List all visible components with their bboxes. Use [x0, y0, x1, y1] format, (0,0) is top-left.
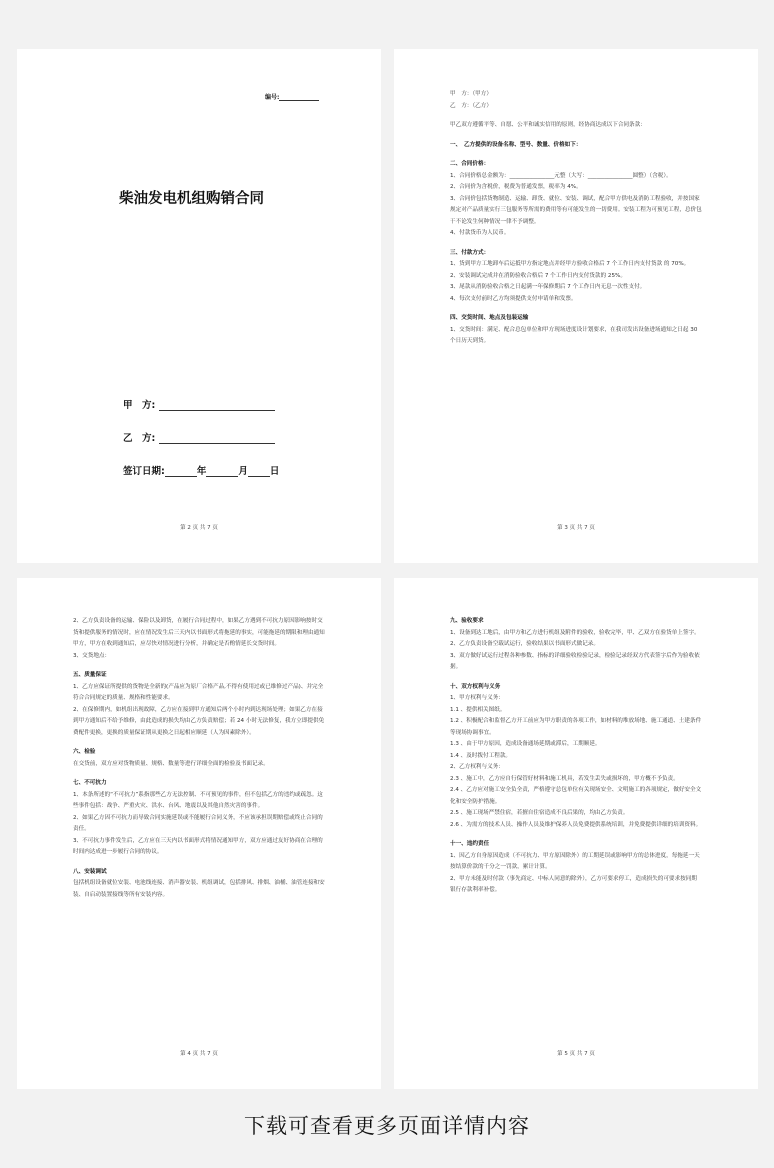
clause-text: 在交货前，双方应对货物质量、规格、数量等进行详细全面的检验及书面记录。: [73, 760, 269, 767]
clause-text: 甲乙双方遵循平等、自愿、公平和诚实信用的原则，经协商达成以下合同条款：: [450, 122, 646, 128]
section-heading: 五、质量保证: [73, 672, 107, 678]
clause-text: 甲 方：（甲方）: [450, 91, 492, 97]
clause-text: 1.2 、积极配合和监督乙方开工前应为甲方职责的各项工作，如材料的堆放场地、施工通道、土建条件等现场协调事宜。: [450, 718, 702, 736]
section-heading: 十一、违约责任: [450, 841, 490, 847]
contract-page-4: [17, 578, 381, 1089]
page-body: [73, 616, 325, 901]
clause-text: 1、合同价格总金额为：________________元整（大写：________________圆整）（含税）。: [450, 172, 672, 179]
month-label: 月: [238, 466, 248, 477]
party-b-label: 乙 方:: [123, 433, 156, 444]
party-a-label: 甲 方:: [123, 400, 156, 411]
clause-text: 3、交货地点：: [73, 652, 111, 659]
section-heading: 六、检验: [73, 749, 96, 755]
section-heading: 三、付款方式：: [450, 249, 490, 256]
page-footer: 第 2 页 共 7 页: [180, 525, 218, 531]
party-a-field: [123, 397, 275, 411]
section-heading: 九、验收要求: [450, 618, 484, 624]
clause-text: 3、合同价包括货物制造、运输、卸货、就位、安装、调试，配合甲方供电及消防工程验收，并按国家规定对产品质量实行三包服务等所需的费用等有可能发生的一切费用。安装工程为可预见工程，总价包干不论发生何种情况一律不予调整。: [450, 195, 702, 225]
clause-text: 2、乙方负责设备空载试运行，验收结果以书面形式做记录。: [450, 641, 599, 647]
section-heading: 一、 乙方提供的设备名称、型号、数量、价格如下：: [450, 141, 582, 148]
contract-cover-page: [17, 49, 381, 563]
clause-text: 4、付款货币为人民币。: [450, 230, 510, 236]
page-footer: 第 3 页 共 7 页: [557, 525, 595, 531]
section-heading: 二、合同价格：: [450, 161, 490, 167]
clause-text: 1.3 、由于甲方原因，造成设备通场延期或滞后，工期顺延。: [450, 741, 601, 747]
contract-page-3: [394, 49, 758, 563]
clause-text: 1.4 、及时拨付工程款。: [450, 752, 512, 759]
clause-text: 2、合同价为含税价，税费为普通发票，税率为 4%。: [450, 184, 582, 190]
clause-text: 1、货到甲方工地卸车后运抵甲方指定地点并经甲方验收合格后 7 个工作日内支付货款 的 70%。: [450, 261, 690, 267]
clause-text: 乙 方：（乙方）: [450, 102, 492, 109]
clause-text: 2、乙方权利与义务：: [450, 764, 504, 770]
year-label: 年: [196, 466, 207, 477]
contract-title: 柴油发电机组购销合同: [119, 191, 264, 207]
section-heading: 八、安装调试: [73, 868, 107, 875]
sign-date-label: 签订日期:: [123, 466, 165, 477]
clause-text: 4、每次支付前时乙方均须提供支付申请单和发票。: [450, 295, 577, 302]
page-footer: 第 4 页 共 7 页: [180, 1051, 218, 1057]
clause-text: 3、双方做好试运行过程各种参数、指标的详细验收检验记录，检验记录经双方代表签字后作为验收依据。: [450, 652, 700, 670]
clause-text: 2、如果乙方因不可抗力而导致合同实施延误或不能履行合同义务，不应该承担误期赔偿或终止合同的责任。: [73, 814, 323, 832]
contract-number-field: [265, 92, 319, 101]
clause-text: 2.4 、乙方应对施工安全负全责，严格遵守总包单位有关现场安全、文明施工的各项规定，做好安全文化和安全防护措施。: [450, 787, 702, 805]
clause-text: 1、乙方应保证所提供的货物是全新的(产品应为原厂合格产品,不得有使用过或已维修过产品)、并完全符合合同规定的质量、规格和性能要求。: [73, 683, 324, 701]
party-b-field: [123, 430, 275, 444]
clause-text: 3、不可抗力事件发生后，乙方应在三天内以书面形式将情况通知甲方，双方应通过友好协商在合理的时间内达成进一步履行合同的协议。: [73, 837, 323, 855]
page-body: [450, 89, 702, 348]
day-label: 日: [269, 466, 280, 477]
contract-number-label: 编号:: [265, 94, 280, 101]
clause-text: 3、尾款从消防验收合格之日起满一年保修期后 7 个工作日内无息一次性支付。: [450, 284, 646, 290]
clause-text: 1、设备到达工地后，由甲方和乙方进行机组及附件的验收，验收完毕，甲、乙双方在验货单上签字。: [450, 629, 700, 636]
download-caption: 下载可查看更多页面详情内容: [244, 1114, 530, 1138]
clause-text: 2、乙方负责设备的运输、保险以及卸货，在履行合同过程中，如果乙方遇到不可抗力原因影响按时交货和提供服务的情况时，应在情况发生后三天内以书面形式将拖延的事实，可能拖延的期限和理由通知甲方，甲方在收到通知后，应尽快对情况进行分析，并确定是否酌情延长交货时间。: [73, 618, 325, 647]
clause-text: 1、甲方权利与义务：: [450, 695, 504, 701]
clause-text: 2、在保修期内，如机组出现故障，乙方应在接到甲方通知后两个小时内到达现场处理；如果乙方在接到甲方通知后不给予维修，由此造成的损失均由乙方负责赔偿；若 24 小时无法修复，我方立即提供免费配件更换，更换的质量保证期从更换之日起相应顺延（人为因素除外）。: [73, 706, 325, 736]
contract-page-5: [394, 578, 758, 1089]
page-footer: 第 5 页 共 7 页: [557, 1051, 595, 1057]
clause-text: 2、安装调试完成并在消防验收合格后 7 个工作日内支付货款的 25%。: [450, 272, 626, 279]
clause-text: 1.1 、提供相关图纸。: [450, 706, 506, 713]
section-heading: 七、不可抗力: [73, 780, 107, 786]
page-body: [450, 616, 702, 897]
clause-text: 1、本条所述的“不可抗力”系指那些乙方无法控制、不可预见的事件，但不包括乙方的违约或疏忽。这些事件包括：战争、严重火灾、洪水、台风、地震以及其他自然灾害的事件。: [73, 791, 323, 809]
clause-text: 包括机组设备就位安装、电池线连接、消声器安装、机组调试，包括排风、排烟、油桶、油管连接和安装、自启动装置接线等所有安装内容。: [73, 880, 325, 898]
clause-text: 2.6 、为需方的技术人员、操作人员及维护保养人员免费提供系统培训，并免费提供详细的培训资料。: [450, 821, 702, 828]
clause-text: 2.5 、施工现场严禁住宿，若擅自住宿造成不良后果的，均由乙方负责。: [450, 810, 629, 816]
section-heading: 十、双方权利与义务: [450, 683, 501, 690]
clause-text: 1、因乙方自身原因造成（不可抗力、甲方原因除外）的工期延误或影响甲方的总体进度，每拖延一天按结算价款的千分之一罚款，累计计算。: [450, 852, 700, 870]
section-heading: 四、交货时间、地点及包装运输: [450, 315, 529, 321]
sign-date-field: [123, 463, 279, 477]
clause-text: 2.3 、施工中，乙方应自行保管好材料和施工机具，若发生丢失或损坏的，甲方概不予负责。: [450, 775, 679, 782]
clause-text: 1、交货时间：满足、配合总包单位和甲方现场进度设计划要求，在我司发出设备进场通知之日起 30 个日历天到货。: [450, 326, 698, 344]
clause-text: 2、甲方未能及时付款（事先商定、中标人同意的除外），乙方可要求停工，造成损失的可要求按同期银行存款利率补偿。: [450, 875, 697, 893]
